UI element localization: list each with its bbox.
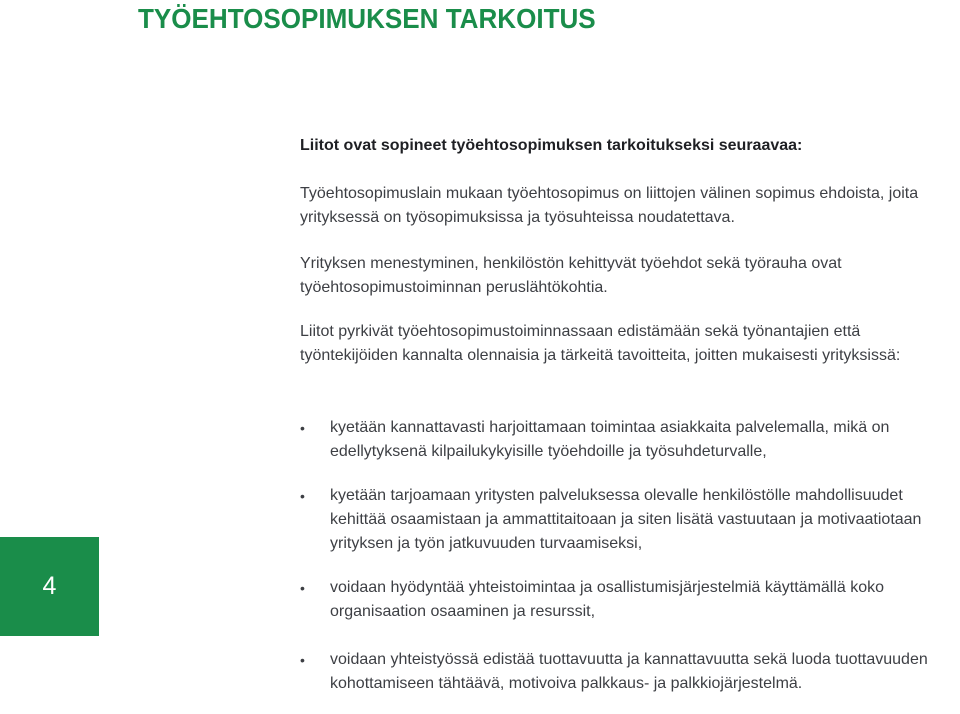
list-item-text: kyetään kannattavasti harjoittamaan toimintaa asiakkaita palvelemalla, mikä on edellytyksenä kilpailukykyisille työehdoille ja työsuhdeturvalle, <box>330 419 890 460</box>
list-item-text: voidaan hyödyntää yhteistoimintaa ja osallistumisjärjestelmiä käyttämällä koko organisaation osaaminen ja resurssit, <box>330 579 885 620</box>
bullet-icon: • <box>300 420 305 436</box>
document-body <box>300 134 960 692</box>
paragraph: Yrityksen menestyminen, henkilöstön kehittyvät työehdot sekä työrauha ovat työehtosopimustoiminnan peruslähtökohtia. <box>300 255 842 296</box>
bullet-icon: • <box>300 580 305 596</box>
intro-heading: Liitot ovat sopineet työehtosopimuksen tarkoitukseksi seuraavaa: <box>300 137 803 154</box>
list-item-text: kyetään tarjoamaan yritysten palveluksessa olevalle henkilöstölle mahdollisuudet kehittää osaamistaan ja ammattitaitoaan ja siten lisätä vastuutaan ja motivaatiotaan yrityksen ja työn jatkuvuuden turvaamiseksi, <box>330 487 922 552</box>
page-title: TYÖEHTOSOPIMUKSEN TARKOITUS <box>138 3 596 34</box>
page-number-badge <box>0 537 99 636</box>
paragraph: Liitot pyrkivät työehtosopimustoiminnassaan edistämään sekä työnantajien että työntekijöiden kannalta olennaisia ja tärkeitä tavoitteita, joitten mukaisesti yrityksissä: <box>300 323 901 364</box>
page-number: 4 <box>42 572 57 600</box>
bullet-icon: • <box>300 488 305 504</box>
list-item-text: voidaan yhteistyössä edistää tuottavuutta ja kannattavuutta sekä luoda tuottavuuden kohottamiseen tähtäävä, motivoiva palkkaus- ja palkkiojärjestelmä. <box>330 651 928 692</box>
paragraph: Työehtosopimuslain mukaan työehtosopimus on liittojen välinen sopimus ehdoista, joita yrityksessä on työsopimuksissa ja työsuhteissa noudatettava. <box>300 185 919 226</box>
bullet-icon: • <box>300 652 305 668</box>
